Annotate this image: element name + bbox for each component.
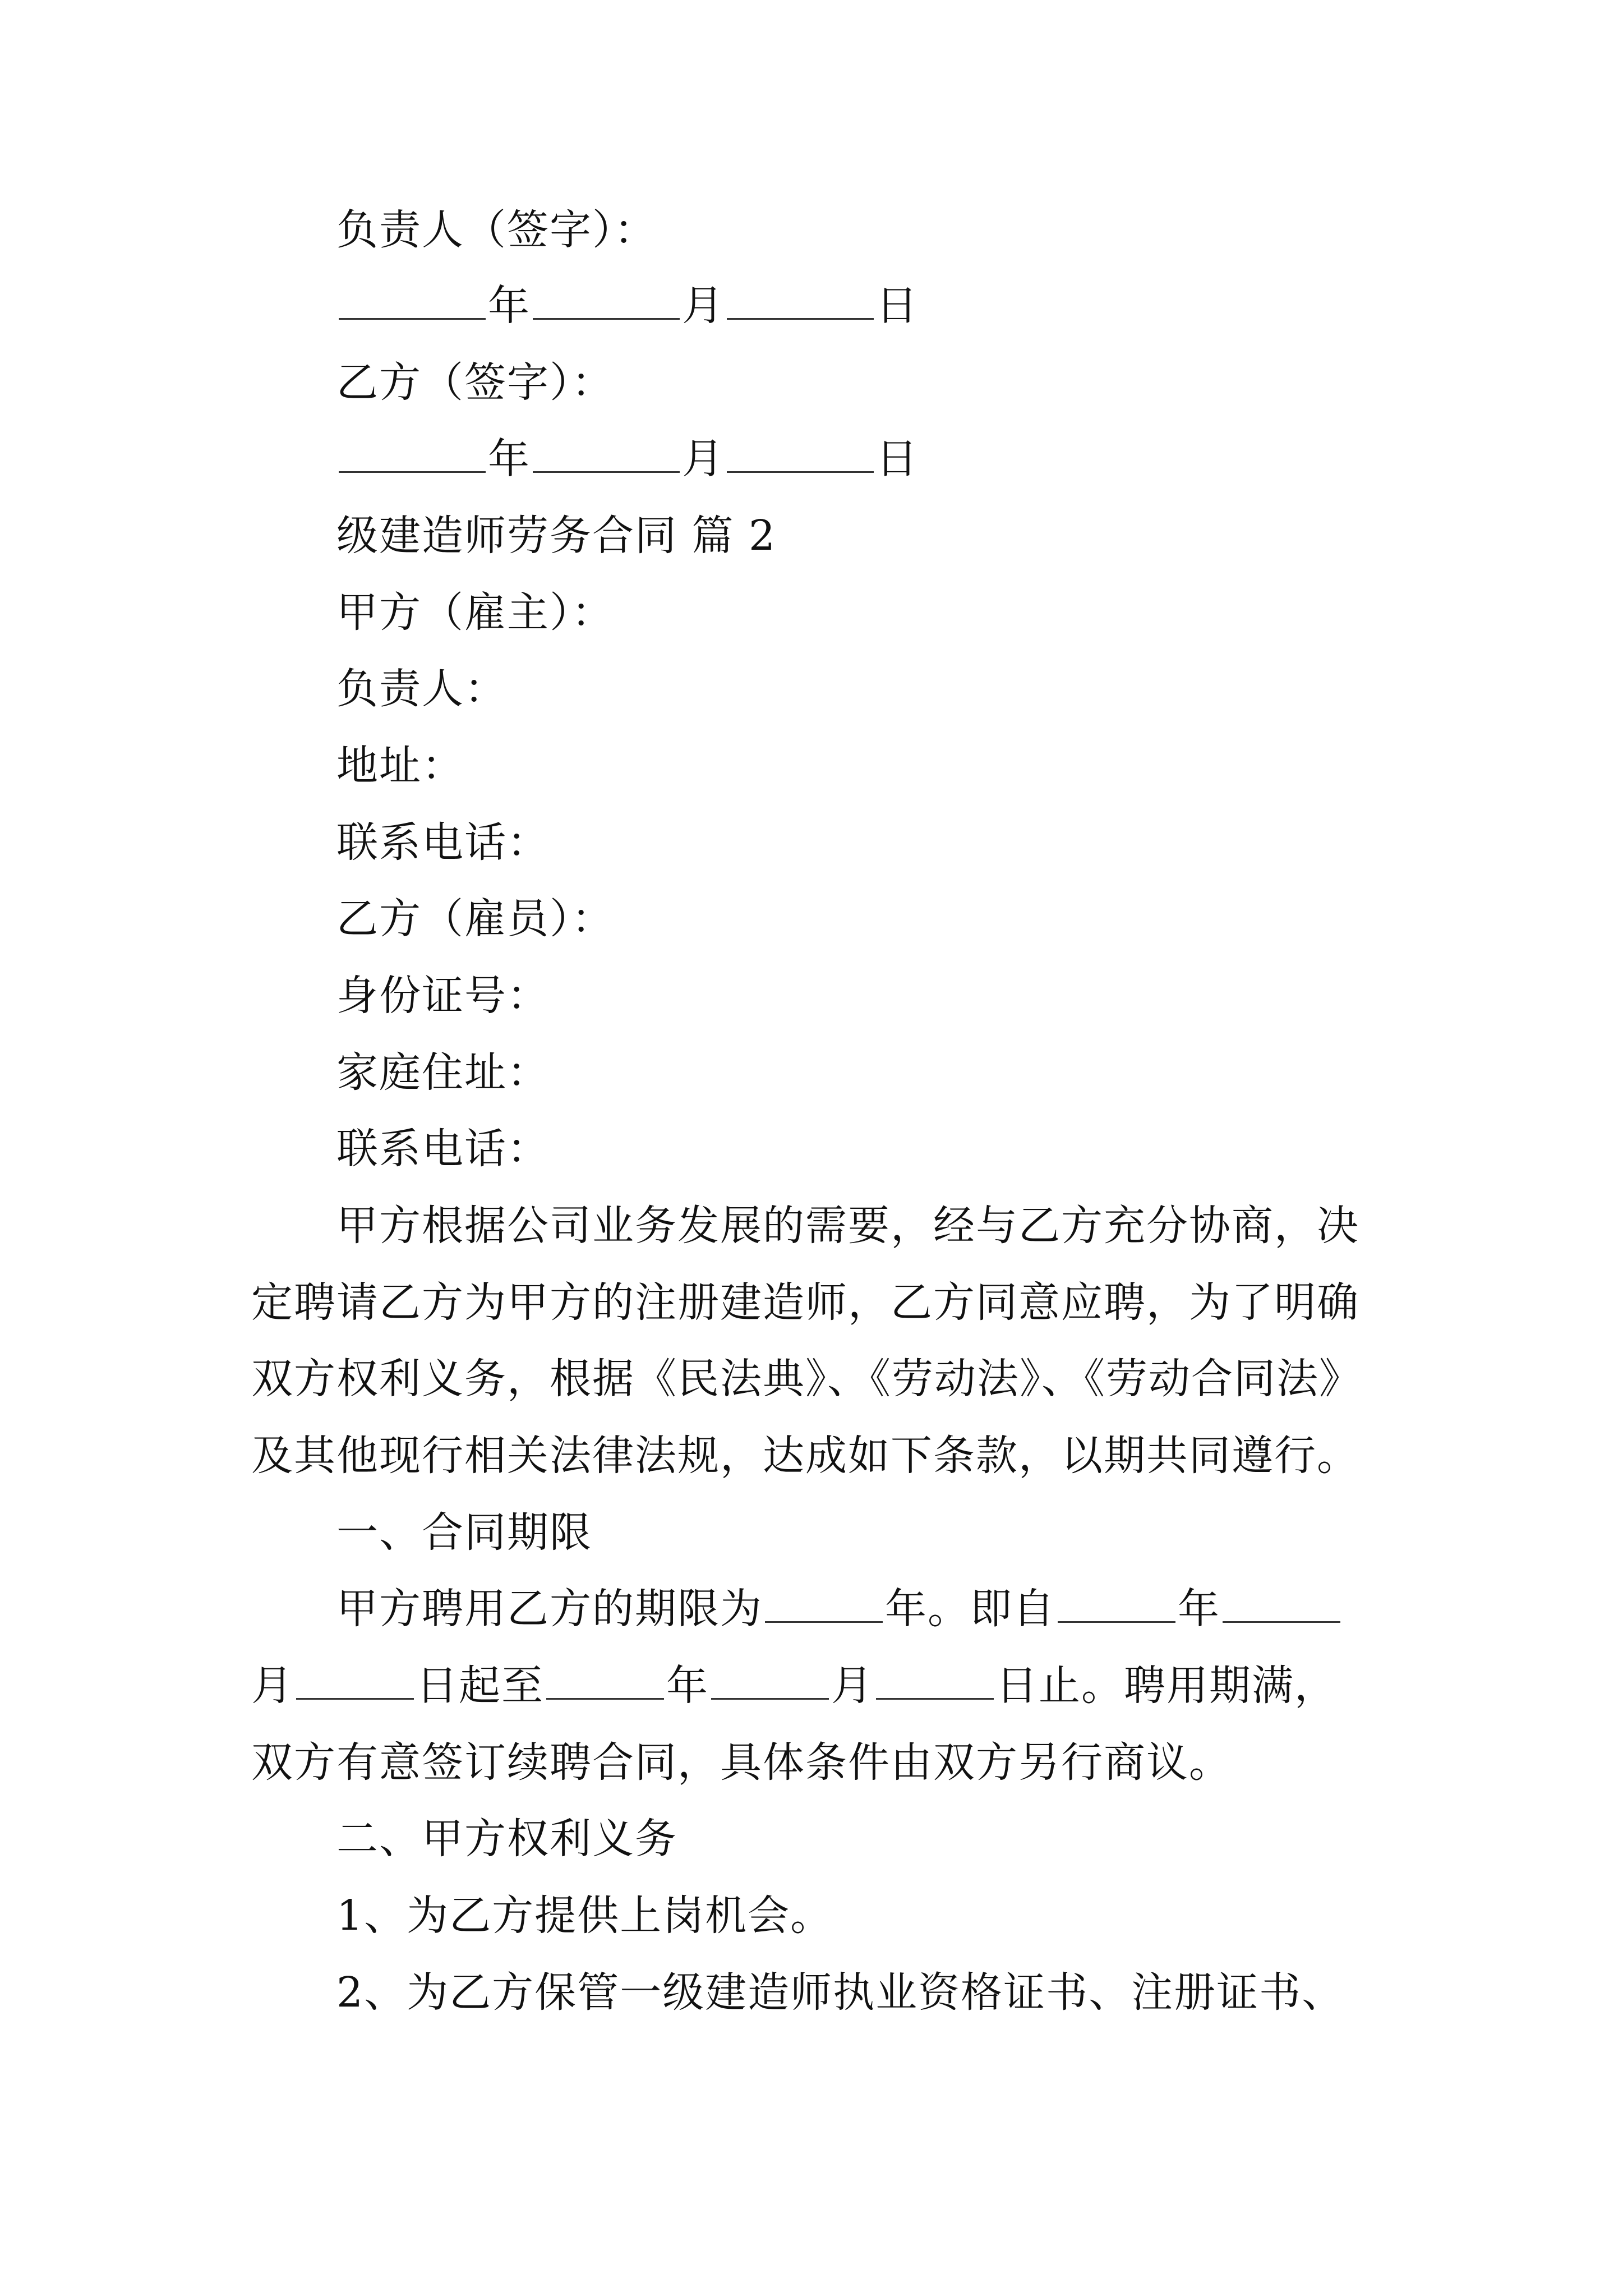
date-blank-day[interactable] (727, 432, 874, 473)
term-text: 月 (831, 1662, 874, 1710)
list-item: 1、为乙方提供上岗机会。 (336, 1892, 833, 1940)
term-line-3: 双方有意签订续聘合同，具体条件由双方另行商议。 (251, 1738, 1232, 1787)
date-blank-month[interactable] (533, 279, 680, 320)
term-text: 年。即自 (885, 1585, 1055, 1633)
signature-label-person-in-charge: 负责人（签字）： (336, 206, 657, 254)
term-text: 年 (666, 1662, 709, 1710)
heading-party-a-rights: 二、甲方权利义务 (336, 1815, 677, 1863)
date-line-1 (336, 278, 919, 334)
intro-paragraph-line: 定聘请乙方为甲方的注册建造师，乙方同意应聘，为了明确 (251, 1278, 1359, 1327)
date-year-label: 年 (488, 435, 531, 483)
term-blank-start-month[interactable] (1223, 1582, 1340, 1623)
party-b-label: 乙方（雇员）： (336, 895, 614, 943)
term-line-1 (336, 1581, 1343, 1637)
home-address-label: 家庭住址： (336, 1048, 550, 1097)
intro-paragraph-line: 双方权利义务，根据《民法典》、《劳动法》、《劳动合同法》 (251, 1355, 1362, 1403)
address-label: 地址： (336, 742, 464, 790)
signature-label-party-b: 乙方（签字）： (336, 358, 614, 407)
id-number-label: 身份证号： (336, 972, 550, 1020)
date-line-2 (336, 431, 919, 487)
term-blank-end-month[interactable] (711, 1659, 829, 1700)
section-title: 级建造师劳务合同 篇 2 (336, 512, 777, 560)
date-day-label: 日 (876, 435, 919, 483)
date-day-label: 日 (876, 282, 919, 330)
term-blank-end-year[interactable] (546, 1659, 664, 1700)
term-blank-years[interactable] (765, 1582, 883, 1623)
heading-contract-term: 一、合同期限 (336, 1508, 592, 1557)
date-blank-day[interactable] (727, 279, 874, 320)
term-text: 日起至 (416, 1662, 544, 1710)
date-year-label: 年 (488, 282, 531, 330)
term-text: 年 (1178, 1585, 1220, 1633)
phone-label-a: 联系电话： (336, 818, 550, 867)
term-line-2 (251, 1658, 1337, 1714)
date-month-label: 月 (682, 282, 725, 330)
phone-label-b: 联系电话： (336, 1125, 550, 1173)
date-blank-year[interactable] (339, 279, 486, 320)
intro-paragraph-line: 甲方根据公司业务发展的需要，经与乙方充分协商，决 (336, 1202, 1359, 1250)
term-blank-end-day[interactable] (876, 1659, 994, 1700)
date-month-label: 月 (682, 435, 725, 483)
term-blank-start-day[interactable] (296, 1659, 414, 1700)
date-blank-year[interactable] (339, 432, 486, 473)
term-text: 月 (251, 1662, 294, 1710)
person-in-charge-label: 负责人： (336, 665, 507, 713)
date-blank-month[interactable] (533, 432, 680, 473)
term-blank-start-year[interactable] (1058, 1582, 1175, 1623)
term-text: 日止。聘用期满， (996, 1662, 1337, 1710)
term-text: 甲方聘用乙方的期限为 (336, 1585, 763, 1633)
party-a-label: 甲方（雇主）： (336, 588, 614, 637)
intro-paragraph-line: 及其他现行相关法律法规，达成如下条款，以期共同遵行。 (251, 1432, 1359, 1480)
list-item: 2、为乙方保管一级建造师执业资格证书、注册证书、 (336, 1968, 1345, 2017)
